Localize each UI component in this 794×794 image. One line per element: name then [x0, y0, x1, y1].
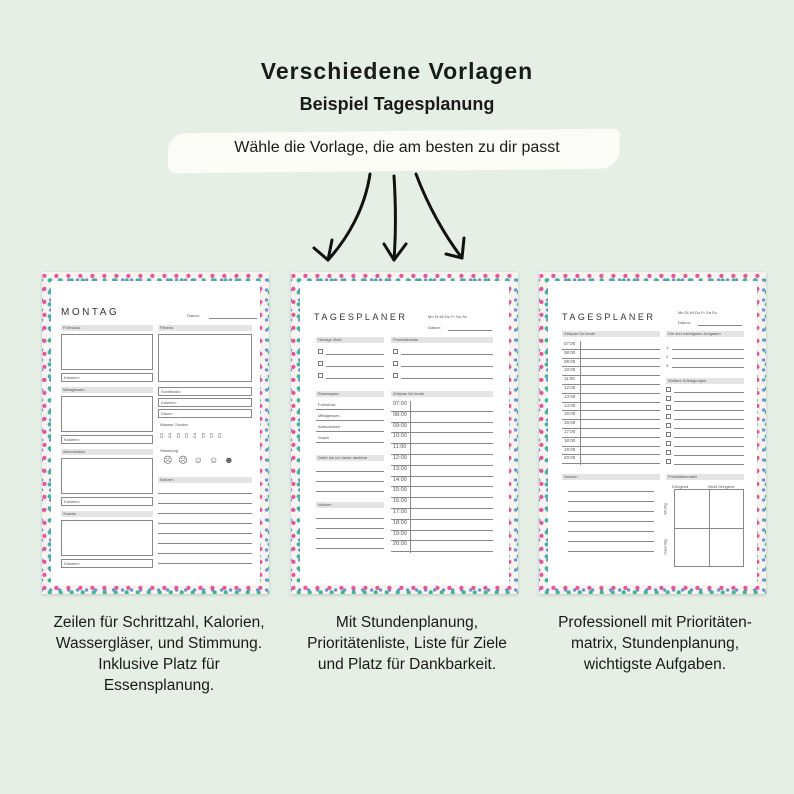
template-tagesplaner-2: TAGESPLANER Mo Di Mi Do Fr Sa So Datum: Zeitplan für heute 07:00 08:00 09:00 10:00 11:00 12:00 13:00 14:00 15:00 16:00 17:00 18:00 19:00 20:00 Die drei wichtigsten Aufgaben 1. 2. 3. Weitere Erledigungen Notizen Prioritätenmatrix Dringend Nicht Dringend Wichtig Unwichtig — [539, 272, 766, 594]
time-slot: 15:00 — [564, 411, 576, 417]
caption-montag: Zeilen für Schrittzahl, Kalorien, Wassergläser, und Stimmung. Inklusive Platz für Essensplanung. — [53, 614, 265, 694]
template-title: MONTAG — [61, 307, 120, 318]
time-slot: 07:00 — [564, 341, 576, 346]
time-slot: 16:00 — [564, 420, 576, 426]
time-slot: 17:00 — [393, 509, 407, 515]
time-slot: 17:00 — [564, 429, 576, 434]
time-slot: 15:00 — [393, 487, 407, 494]
tagline: Wähle die Vorlage, die am besten zu dir passt — [234, 139, 560, 156]
time-slot: 10:00 — [393, 433, 407, 440]
template-tagesplaner-1: TAGESPLANER Mo Di Mi Do Fr Sa So Datum: Heutige Ziele Prioritätenliste Essensplan Frühstück Mittagessen Abendessen Snack Dafür bin ich heute dankbar Notizen Zeitplan für heute 07:00 08:00 09:00 10:00 11:00 12:00 13:00 14:00 15:00 16:00 17:00 18:00 19:00 20:00 — [291, 272, 518, 594]
time-slot: 11:00 — [564, 376, 575, 382]
time-slot: 12:00 — [393, 455, 407, 461]
time-slot: 08:00 — [393, 411, 407, 418]
time-slot: 13:00 — [393, 465, 407, 472]
time-slot: 13:00 — [564, 393, 576, 399]
page-subtitle: Beispiel Tagesplanung — [299, 94, 495, 114]
time-slot: 16:00 — [393, 498, 407, 505]
time-slot: 07:00 — [393, 401, 407, 407]
water-glasses-icon: ▯▯▯▯▯▯▯▯ — [160, 433, 227, 439]
time-slot: 14:00 — [564, 402, 576, 408]
mood-faces-icon: ☹☹☺☺☻ — [163, 455, 240, 465]
time-slot: 19:00 — [564, 446, 576, 452]
arrows-icon — [310, 168, 480, 268]
time-slot: 11:00 — [393, 444, 407, 451]
time-slot: 18:00 — [564, 437, 576, 443]
time-slot: 18:00 — [393, 519, 407, 526]
time-slot: 09:00 — [393, 422, 407, 429]
template-montag: MONTAG Datum: Frühstück Kalorien: Mittagessen Kalorien: Abendessen Kalorien: Snacks Kalorien: Fitness Schrittzahl: Kalorien: Dauer: Wasser-Tracker ▯▯▯▯▯▯▯▯ Stimmung ☹☹☺☺☻ Notizen — [42, 272, 269, 594]
time-slot: 14:00 — [393, 476, 407, 483]
time-slot: 09:00 — [564, 358, 576, 364]
time-slot: 10:00 — [564, 367, 576, 373]
caption-tagesplaner-1: Mit Stundenplanung, Prioritätenliste, Liste für Ziele und Platz für Dankbarkeit. — [307, 614, 507, 673]
time-slot: 19:00 — [393, 530, 407, 537]
time-slot: 08:00 — [564, 349, 576, 355]
time-slot: 12:00 — [564, 385, 576, 390]
caption-tagesplaner-2: Professionell mit Prioritäten-matrix, Stundenplanung, wichtigste Aufgaben. — [558, 614, 752, 673]
time-slot: 20:00 — [564, 455, 576, 461]
page-title: Verschiedene Vorlagen — [260, 58, 534, 84]
time-slot: 20:00 — [393, 541, 407, 548]
